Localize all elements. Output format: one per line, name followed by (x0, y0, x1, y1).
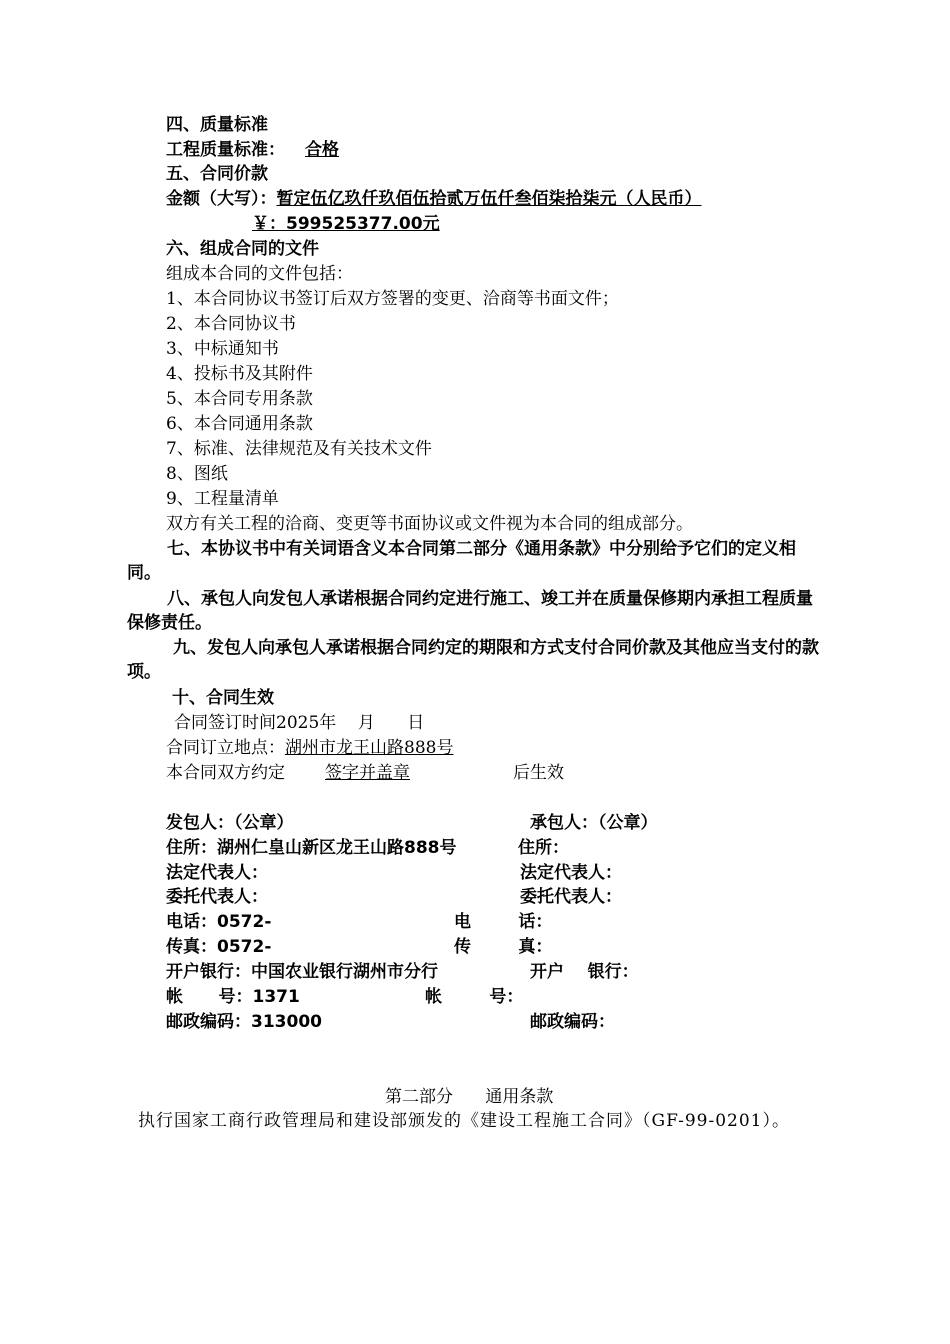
document-item: 9、工程量清单 (166, 489, 279, 509)
section-7-paragraph: 七、本协议书中有关词语含义本合同第二部分《通用条款》中分别给予它们的定义相同。 (127, 539, 796, 583)
employer-bank: 开户银行：中国农业银行湖州市分行 (166, 962, 438, 982)
documents-intro: 组成本合同的文件包括： (166, 264, 353, 284)
contractor-legal-rep: 法定代表人： (520, 863, 622, 883)
contractor-fax: 传 真： (454, 937, 553, 957)
part-2-title: 第二部分 通用条款 (385, 1087, 554, 1107)
document-item: 7、标准、法律规范及有关技术文件 (166, 439, 432, 459)
effective-prefix: 本合同双方约定 (166, 763, 285, 783)
signing-place-line (166, 737, 453, 759)
employer-account: 帐 号：1371 (166, 987, 300, 1007)
contractor-bank: 开户 银行： (530, 962, 639, 982)
contractor-agent: 委托代表人： (520, 887, 622, 907)
signing-place-label: 合同订立地点： (166, 738, 285, 758)
signing-date: 合同签订时间2025年 月 日 (174, 713, 425, 733)
quality-value: 合格 (305, 140, 339, 160)
document-item: 4、投标书及其附件 (166, 364, 313, 384)
contractor-title: 承包人：（公章） (530, 813, 658, 833)
documents-closing: 双方有关工程的洽商、变更等书面协议或文件视为本合同的组成部分。 (166, 514, 693, 534)
section-9-paragraph: 九、发包人向承包人承诺根据合同约定的期限和方式支付合同价款及其他应当支付的款项。 (127, 638, 819, 682)
document-item: 2、本合同协议书 (166, 314, 296, 334)
employer-phone: 电话：0572- (166, 912, 272, 932)
section-8-paragraph: 八、承包人向发包人承诺根据合同约定进行施工、竣工并在质量保修期内承担工程质量保修责任。 (127, 589, 813, 633)
document-item: 6、本合同通用条款 (166, 414, 313, 434)
amount-words: 暂定伍亿玖仟玖佰伍拾贰万伍仟叁佰柒拾柒元（人民币） (276, 189, 702, 209)
section-10-heading: 十、合同生效 (172, 688, 274, 708)
employer-legal-rep: 法定代表人： (166, 863, 268, 883)
effective-condition-line (166, 762, 564, 784)
employer-address: 住所：湖州仁皇山新区龙王山路888号 (166, 838, 457, 858)
document-item: 8、图纸 (166, 464, 228, 484)
contractor-account: 帐 号： (425, 987, 524, 1007)
part-2-body: 执行国家工商行政管理局和建设部颁发的《建设工程施工合同》（GF-99-0201）。 (138, 1111, 790, 1131)
employer-fax: 传真：0572- (166, 937, 272, 957)
section-4-heading: 四、质量标准 (166, 115, 268, 135)
document-item: 5、本合同专用条款 (166, 389, 313, 409)
section-6-heading: 六、组成合同的文件 (166, 239, 319, 259)
document-item: 3、中标通知书 (166, 339, 279, 359)
amount-number: ￥：599525377.00元 (252, 214, 440, 234)
employer-agent: 委托代表人： (166, 887, 268, 907)
contractor-phone: 电 话： (454, 912, 553, 932)
quality-label: 工程质量标准： (166, 140, 285, 160)
amount-line (166, 188, 702, 210)
contractor-address: 住所： (518, 838, 569, 858)
effective-suffix: 后生效 (513, 763, 564, 783)
quality-standard-line (166, 139, 373, 161)
contractor-postcode: 邮政编码： (530, 1012, 615, 1032)
effective-value: 签字并盖章 (325, 763, 410, 783)
employer-postcode: 邮政编码：313000 (166, 1012, 322, 1032)
signing-place-value: 湖州市龙王山路888号 (285, 738, 454, 758)
employer-title: 发包人：（公章） (166, 813, 294, 833)
document-item: 1、本合同协议书签订后双方签署的变更、洽商等书面文件； (166, 289, 619, 309)
section-5-heading: 五、合同价款 (166, 164, 268, 184)
amount-label: 金额（大写）： (166, 189, 277, 209)
